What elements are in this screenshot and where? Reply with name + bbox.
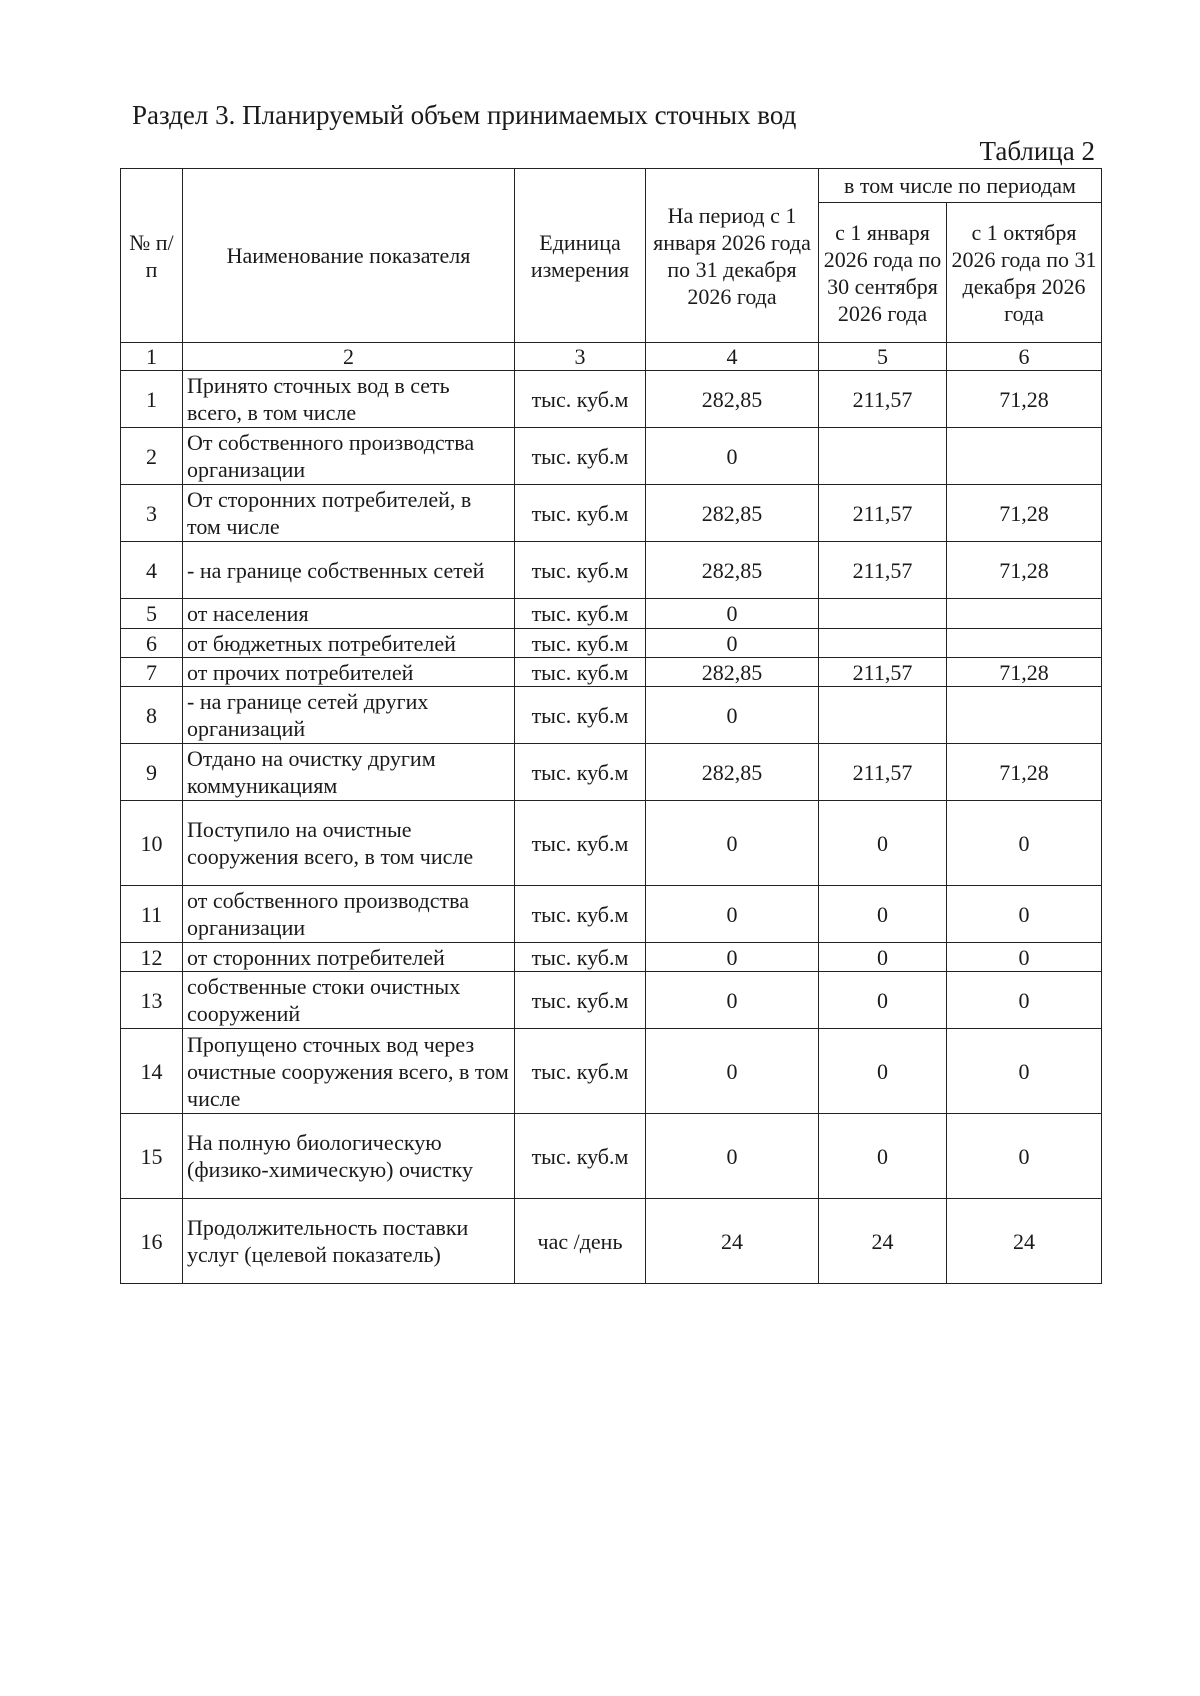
header-period: На период с 1 января 2026 года по 31 декабря 2026 года bbox=[646, 169, 819, 343]
table-row bbox=[121, 687, 1102, 744]
unit: тыс. куб.м bbox=[515, 801, 646, 886]
header-row-top bbox=[121, 169, 1102, 203]
period2-value: 71,28 bbox=[947, 542, 1102, 599]
table-row bbox=[121, 943, 1102, 972]
column-number: 1 bbox=[121, 343, 183, 371]
table-row bbox=[121, 599, 1102, 629]
period1-value bbox=[819, 599, 947, 629]
indicator-name: от населения bbox=[183, 599, 515, 629]
unit: тыс. куб.м bbox=[515, 371, 646, 428]
period1-value: 0 bbox=[819, 801, 947, 886]
indicator-name: От собственного производства организации bbox=[183, 428, 515, 485]
table-row bbox=[121, 801, 1102, 886]
table-label: Таблица 2 bbox=[979, 136, 1095, 166]
unit: тыс. куб.м bbox=[515, 428, 646, 485]
column-number-row bbox=[121, 343, 1102, 371]
total-value: 0 bbox=[646, 1114, 819, 1199]
period1-value: 0 bbox=[819, 943, 947, 972]
period2-value: 0 bbox=[947, 943, 1102, 972]
row-number: 11 bbox=[121, 886, 183, 943]
column-number: 2 bbox=[183, 343, 515, 371]
header-p1: с 1 января 2026 года по 30 сентября 2026 года bbox=[819, 203, 947, 343]
row-number: 9 bbox=[121, 744, 183, 801]
planned-volume-table bbox=[120, 168, 1102, 1284]
table-row bbox=[121, 371, 1102, 428]
unit: тыс. куб.м bbox=[515, 943, 646, 972]
indicator-name: от сторонних потребителей bbox=[183, 943, 515, 972]
total-value: 0 bbox=[646, 599, 819, 629]
indicator-name: от собственного производства организации bbox=[183, 886, 515, 943]
table-row bbox=[121, 542, 1102, 599]
header-name: Наименование показателя bbox=[183, 169, 515, 343]
period2-value: 0 bbox=[947, 886, 1102, 943]
table-row bbox=[121, 1114, 1102, 1199]
total-value: 0 bbox=[646, 428, 819, 485]
period2-value: 24 bbox=[947, 1199, 1102, 1284]
table-row bbox=[121, 1199, 1102, 1284]
period1-value: 24 bbox=[819, 1199, 947, 1284]
period2-value: 71,28 bbox=[947, 658, 1102, 687]
row-number: 8 bbox=[121, 687, 183, 744]
period1-value: 0 bbox=[819, 886, 947, 943]
row-number: 13 bbox=[121, 972, 183, 1029]
total-value: 282,85 bbox=[646, 371, 819, 428]
indicator-name: от бюджетных потребителей bbox=[183, 629, 515, 658]
period2-value: 0 bbox=[947, 801, 1102, 886]
table-row bbox=[121, 972, 1102, 1029]
period1-value: 0 bbox=[819, 972, 947, 1029]
row-number: 10 bbox=[121, 801, 183, 886]
total-value: 0 bbox=[646, 687, 819, 744]
column-number: 3 bbox=[515, 343, 646, 371]
period1-value: 211,57 bbox=[819, 658, 947, 687]
period2-value: 0 bbox=[947, 1029, 1102, 1114]
table-row bbox=[121, 886, 1102, 943]
indicator-name: - на границе собственных сетей bbox=[183, 542, 515, 599]
unit: тыс. куб.м bbox=[515, 599, 646, 629]
row-number: 14 bbox=[121, 1029, 183, 1114]
table-row bbox=[121, 428, 1102, 485]
period2-value: 71,28 bbox=[947, 371, 1102, 428]
header-num: № п/п bbox=[121, 169, 183, 343]
table-row bbox=[121, 1029, 1102, 1114]
period2-value bbox=[947, 629, 1102, 658]
total-value: 0 bbox=[646, 972, 819, 1029]
period1-value: 0 bbox=[819, 1029, 947, 1114]
indicator-name: от прочих потребителей bbox=[183, 658, 515, 687]
unit: час /день bbox=[515, 1199, 646, 1284]
indicator-name: От сторонних потребителей, в том числе bbox=[183, 485, 515, 542]
period2-value: 71,28 bbox=[947, 744, 1102, 801]
period1-value: 211,57 bbox=[819, 485, 947, 542]
unit: тыс. куб.м bbox=[515, 658, 646, 687]
total-value: 0 bbox=[646, 886, 819, 943]
total-value: 282,85 bbox=[646, 658, 819, 687]
row-number: 4 bbox=[121, 542, 183, 599]
indicator-name: Поступило на очистные сооружения всего, в том числе bbox=[183, 801, 515, 886]
indicator-name: Отдано на очистку другим коммуникациям bbox=[183, 744, 515, 801]
period1-value bbox=[819, 687, 947, 744]
total-value: 24 bbox=[646, 1199, 819, 1284]
row-number: 12 bbox=[121, 943, 183, 972]
header-p2: с 1 октября 2026 года по 31 декабря 2026 года bbox=[947, 203, 1102, 343]
unit: тыс. куб.м bbox=[515, 542, 646, 599]
table-row bbox=[121, 485, 1102, 542]
indicator-name: Пропущено сточных вод через очистные сооружения всего, в том числе bbox=[183, 1029, 515, 1114]
row-number: 6 bbox=[121, 629, 183, 658]
indicator-name: Принято сточных вод в сеть всего, в том числе bbox=[183, 371, 515, 428]
row-number: 15 bbox=[121, 1114, 183, 1199]
total-value: 282,85 bbox=[646, 542, 819, 599]
total-value: 282,85 bbox=[646, 485, 819, 542]
unit: тыс. куб.м bbox=[515, 886, 646, 943]
header-unit: Единица измерения bbox=[515, 169, 646, 343]
unit: тыс. куб.м bbox=[515, 972, 646, 1029]
table-row bbox=[121, 744, 1102, 801]
indicator-name: - на границе сетей других организаций bbox=[183, 687, 515, 744]
unit: тыс. куб.м bbox=[515, 1114, 646, 1199]
row-number: 1 bbox=[121, 371, 183, 428]
table-row bbox=[121, 658, 1102, 687]
column-number: 6 bbox=[947, 343, 1102, 371]
unit: тыс. куб.м bbox=[515, 629, 646, 658]
row-number: 16 bbox=[121, 1199, 183, 1284]
period1-value bbox=[819, 629, 947, 658]
table-row bbox=[121, 629, 1102, 658]
period2-value: 0 bbox=[947, 1114, 1102, 1199]
unit: тыс. куб.м bbox=[515, 485, 646, 542]
indicator-name: собственные стоки очистных сооружений bbox=[183, 972, 515, 1029]
total-value: 0 bbox=[646, 629, 819, 658]
row-number: 2 bbox=[121, 428, 183, 485]
section-title: Раздел 3. Планируемый объем принимаемых сточных вод bbox=[132, 100, 797, 130]
indicator-name: На полную биологическую (физико-химическую) очистку bbox=[183, 1114, 515, 1199]
column-number: 4 bbox=[646, 343, 819, 371]
period1-value: 211,57 bbox=[819, 371, 947, 428]
header-including: в том числе по периодам bbox=[819, 169, 1102, 203]
total-value: 0 bbox=[646, 801, 819, 886]
period2-value bbox=[947, 428, 1102, 485]
unit: тыс. куб.м bbox=[515, 744, 646, 801]
period1-value: 211,57 bbox=[819, 542, 947, 599]
column-number: 5 bbox=[819, 343, 947, 371]
period1-value: 0 bbox=[819, 1114, 947, 1199]
period2-value: 71,28 bbox=[947, 485, 1102, 542]
row-number: 3 bbox=[121, 485, 183, 542]
period1-value bbox=[819, 428, 947, 485]
indicator-name: Продолжительность поставки услуг (целевой показатель) bbox=[183, 1199, 515, 1284]
total-value: 0 bbox=[646, 1029, 819, 1114]
unit: тыс. куб.м bbox=[515, 687, 646, 744]
table-body bbox=[121, 169, 1102, 1284]
row-number: 5 bbox=[121, 599, 183, 629]
period2-value bbox=[947, 687, 1102, 744]
total-value: 282,85 bbox=[646, 744, 819, 801]
period1-value: 211,57 bbox=[819, 744, 947, 801]
period2-value bbox=[947, 599, 1102, 629]
unit: тыс. куб.м bbox=[515, 1029, 646, 1114]
total-value: 0 bbox=[646, 943, 819, 972]
row-number: 7 bbox=[121, 658, 183, 687]
period2-value: 0 bbox=[947, 972, 1102, 1029]
